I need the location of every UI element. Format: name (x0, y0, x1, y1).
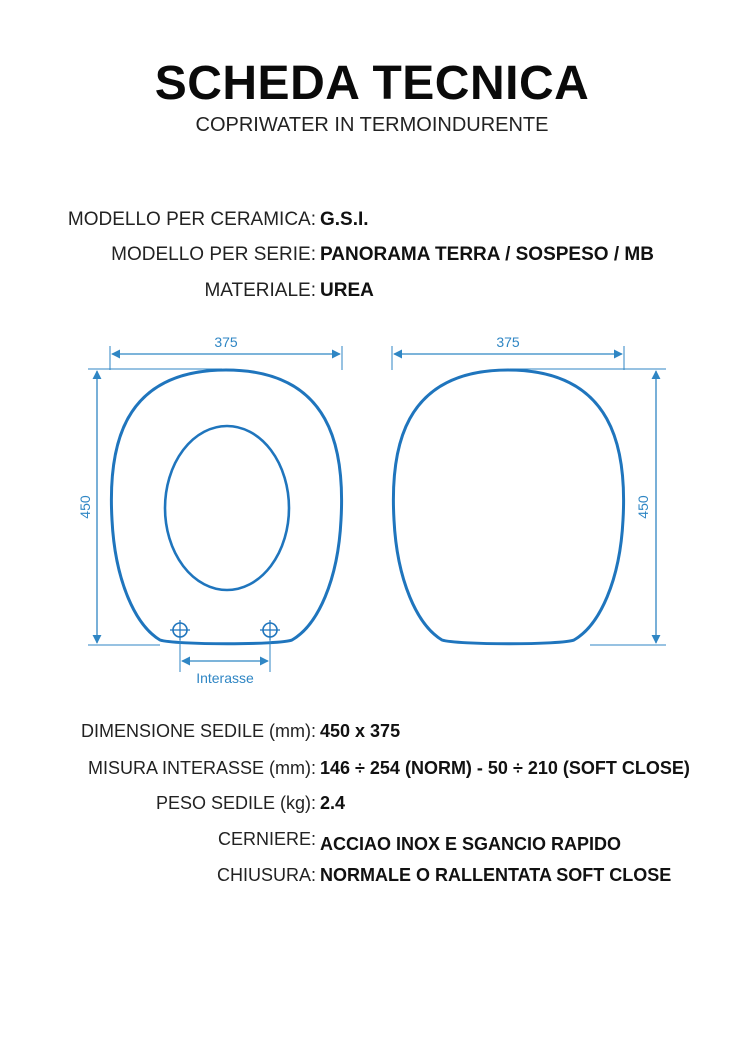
cover-drawing (392, 334, 666, 645)
seat-outline (111, 370, 341, 644)
page-title: SCHEDA TECNICA (154, 57, 590, 110)
cover-height-label: 450 (635, 495, 651, 519)
interasse-label: Interasse (196, 670, 254, 686)
spec-label: MODELLO PER CERAMICA: (67, 209, 316, 230)
spec-row-peso-sedile (0, 793, 744, 819)
seat-height-label: 450 (77, 495, 93, 519)
spec-row-chiusura (0, 865, 744, 891)
spec-row-modello-ceramica (0, 209, 744, 235)
spec-value: 2.4 (320, 793, 346, 813)
spec-value: 450 x 375 (320, 721, 401, 741)
spec-label: MODELLO PER SERIE: (111, 244, 316, 265)
spec-row-materiale (0, 280, 744, 306)
spec-row-modello-serie (0, 244, 744, 270)
page-subtitle: COPRIWATER IN TERMOINDURENTE (195, 114, 549, 136)
spec-label: MATERIALE: (204, 280, 316, 301)
spec-value: NORMALE O RALLENTATA SOFT CLOSE (320, 865, 672, 885)
spec-value: UREA (320, 280, 374, 301)
spec-label: PESO SEDILE (kg): (155, 793, 316, 813)
hinge-hole-left (170, 620, 190, 640)
hinge-hole-right (260, 620, 280, 640)
spec-label: CHIUSURA: (216, 865, 316, 885)
spec-row-misura-interasse (0, 758, 744, 784)
seat-drawing (77, 334, 342, 686)
spec-value: PANORAMA TERRA / SOSPESO / MB (320, 244, 654, 265)
spec-label: DIMENSIONE SEDILE (mm): (80, 721, 316, 741)
spec-value: ACCIAO INOX E SGANCIO RAPIDO (320, 834, 622, 854)
cover-outline (393, 370, 623, 644)
cover-width-label: 375 (496, 334, 520, 350)
seat-opening (165, 426, 289, 590)
spec-label: CERNIERE: (217, 829, 316, 849)
spec-row-dimensione-sedile (0, 721, 744, 747)
spec-value: G.S.I. (320, 209, 369, 230)
spec-row-cerniere (0, 829, 744, 855)
spec-value: 146 ÷ 254 (NORM) - 50 ÷ 210 (SOFT CLOSE) (320, 758, 690, 778)
technical-drawing (0, 320, 744, 700)
spec-label: MISURA INTERASSE (mm): (87, 758, 316, 778)
seat-width-label: 375 (214, 334, 238, 350)
